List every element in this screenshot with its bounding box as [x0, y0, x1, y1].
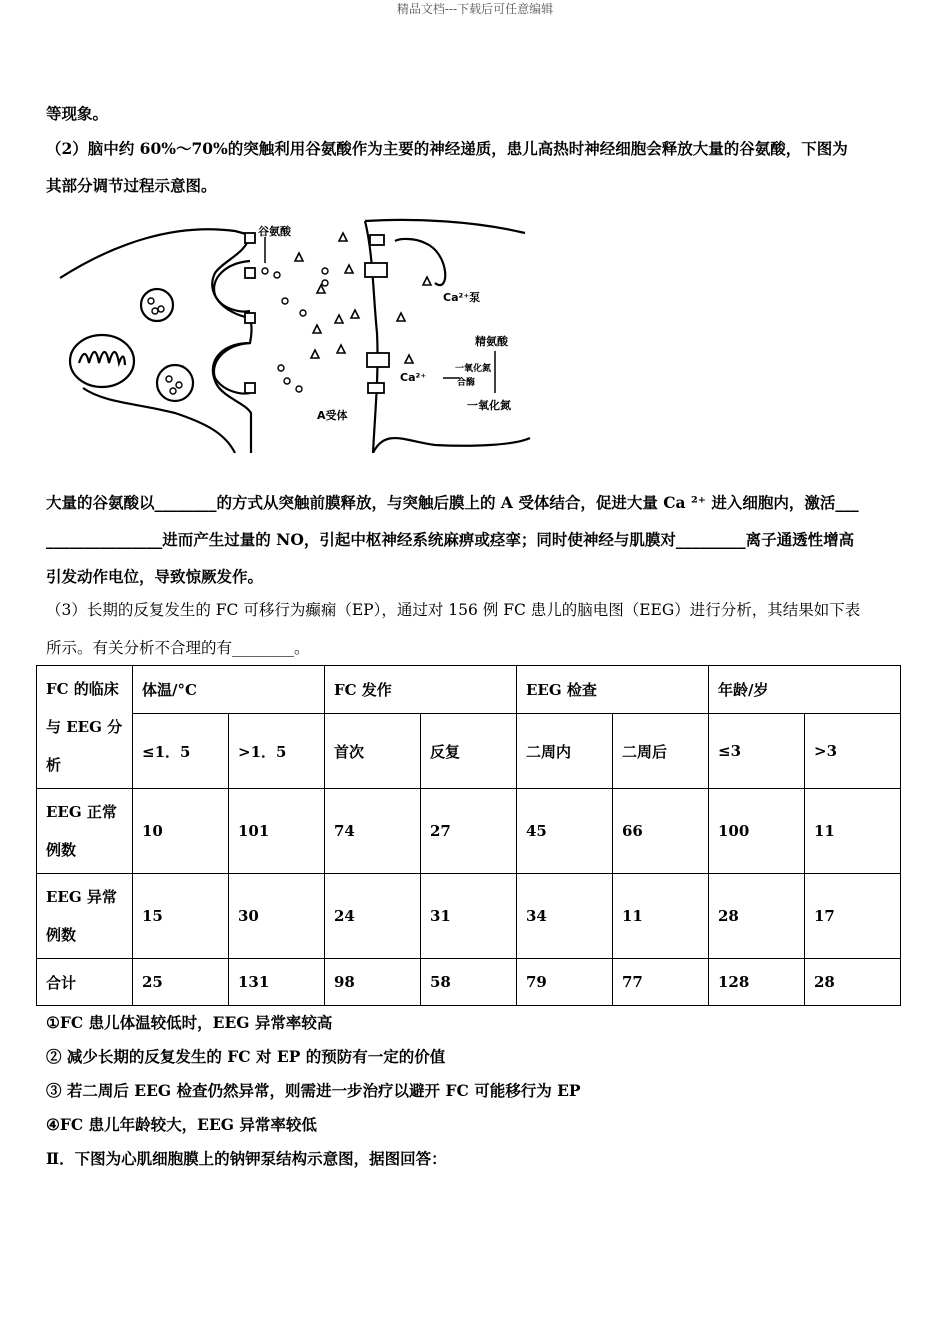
label-nos-1: 一氧化氮	[455, 364, 492, 374]
section-2-title: Ⅱ．下图为心肌细胞膜上的钠钾泵结构示意图，据图回答：	[46, 1149, 447, 1168]
cell: 11	[613, 874, 709, 959]
sub-repeat: 反复	[421, 714, 517, 789]
table-row	[37, 874, 901, 959]
cell: 17	[805, 874, 901, 959]
sub-first: 首次	[325, 714, 421, 789]
option-2: ② 减少长期的反复发生的 FC 对 EP 的预防有一定的价值	[46, 1047, 446, 1066]
label-arginine: 精氨酸	[475, 335, 508, 348]
row-label: EEG 正常 例数	[37, 789, 133, 874]
group-age: 年龄/岁	[709, 666, 901, 714]
option-4: ④FC 患儿年龄较大，EEG 异常率较低	[46, 1115, 317, 1134]
row-label: 合计	[37, 959, 133, 1006]
para-line-1: 大量的谷氨酸以________的方式从突触前膜释放，与突触后膜上的 A 受体结合，促进大量 Ca ²⁺ 进入细胞内，激活___	[46, 493, 859, 512]
cell: 30	[229, 874, 325, 959]
cell: 27	[421, 789, 517, 874]
q2-line-2: 其部分调节过程示意图。	[46, 176, 217, 195]
q3-line-1: （3）长期的反复发生的 FC 可移行为癫痫（EP），通过对 156 例 FC 患儿的脑电图（EEG）进行分析，其结果如下表	[46, 601, 861, 619]
cell: 31	[421, 874, 517, 959]
eeg-table	[36, 665, 901, 1006]
label-nos-2: 合酶	[457, 378, 476, 388]
cell: 128	[709, 959, 805, 1006]
label-no: 一氧化氮	[467, 399, 511, 412]
q3-line-2: 所示。有关分析不合理的有________。	[46, 639, 310, 657]
page-header: 精品文档---下载后可任意编辑	[396, 2, 554, 16]
cell: 28	[805, 959, 901, 1006]
cell: 24	[325, 874, 421, 959]
cell: 45	[517, 789, 613, 874]
cell: 28	[709, 874, 805, 959]
group-temperature: 体温/°C	[133, 666, 325, 714]
option-3: ③ 若二周后 EEG 检查仍然异常，则需进一步治疗以避开 FC 可能移行为 EP	[46, 1081, 581, 1100]
cell: 66	[613, 789, 709, 874]
cell: 10	[133, 789, 229, 874]
para-line-2: _______________进而产生过量的 NO，引起中枢神经系统麻痹或痉挛；同时使神经与肌膜对_________离子通透性增高	[46, 530, 855, 549]
option-1: ①FC 患儿体温较低时，EEG 异常率较高	[46, 1013, 333, 1032]
sub-temp-high: >1．5	[229, 714, 325, 789]
cell: 79	[517, 959, 613, 1006]
cell: 58	[421, 959, 517, 1006]
label-glutamate: 谷氨酸	[258, 225, 291, 238]
q2-line-1: （2）脑中约 60%～70%的突触利用谷氨酸作为主要的神经递质，患儿高热时神经细胞会释放大量的谷氨酸，下图为	[46, 139, 848, 158]
table-row	[37, 959, 901, 1006]
cell: 11	[805, 789, 901, 874]
cell: 100	[709, 789, 805, 874]
cell: 101	[229, 789, 325, 874]
table-row	[37, 789, 901, 874]
cell: 74	[325, 789, 421, 874]
label-receptor: A受体	[317, 409, 348, 422]
sub-within-2w: 二周内	[517, 714, 613, 789]
intro-line: 等现象。	[46, 104, 109, 123]
group-fc-attack: FC 发作	[325, 666, 517, 714]
label-ca-pump: Ca²⁺泵	[443, 291, 481, 304]
cell: 98	[325, 959, 421, 1006]
sub-temp-low: ≤1．5	[133, 714, 229, 789]
cell: 15	[133, 874, 229, 959]
cell: 77	[613, 959, 709, 1006]
row-label: EEG 异常 例数	[37, 874, 133, 959]
group-eeg-check: EEG 检查	[517, 666, 709, 714]
sub-age-old: >3	[805, 714, 901, 789]
label-ca-ion: Ca²⁺	[400, 371, 427, 384]
cell: 25	[133, 959, 229, 1006]
para-line-3: 引发动作电位，导致惊厥发作。	[46, 567, 264, 586]
cell: 131	[229, 959, 325, 1006]
sub-age-young: ≤3	[709, 714, 805, 789]
table-corner: FC 的临床 与 EEG 分 析	[37, 666, 133, 789]
synapse-diagram	[55, 213, 540, 453]
sub-after-2w: 二周后	[613, 714, 709, 789]
cell: 34	[517, 874, 613, 959]
